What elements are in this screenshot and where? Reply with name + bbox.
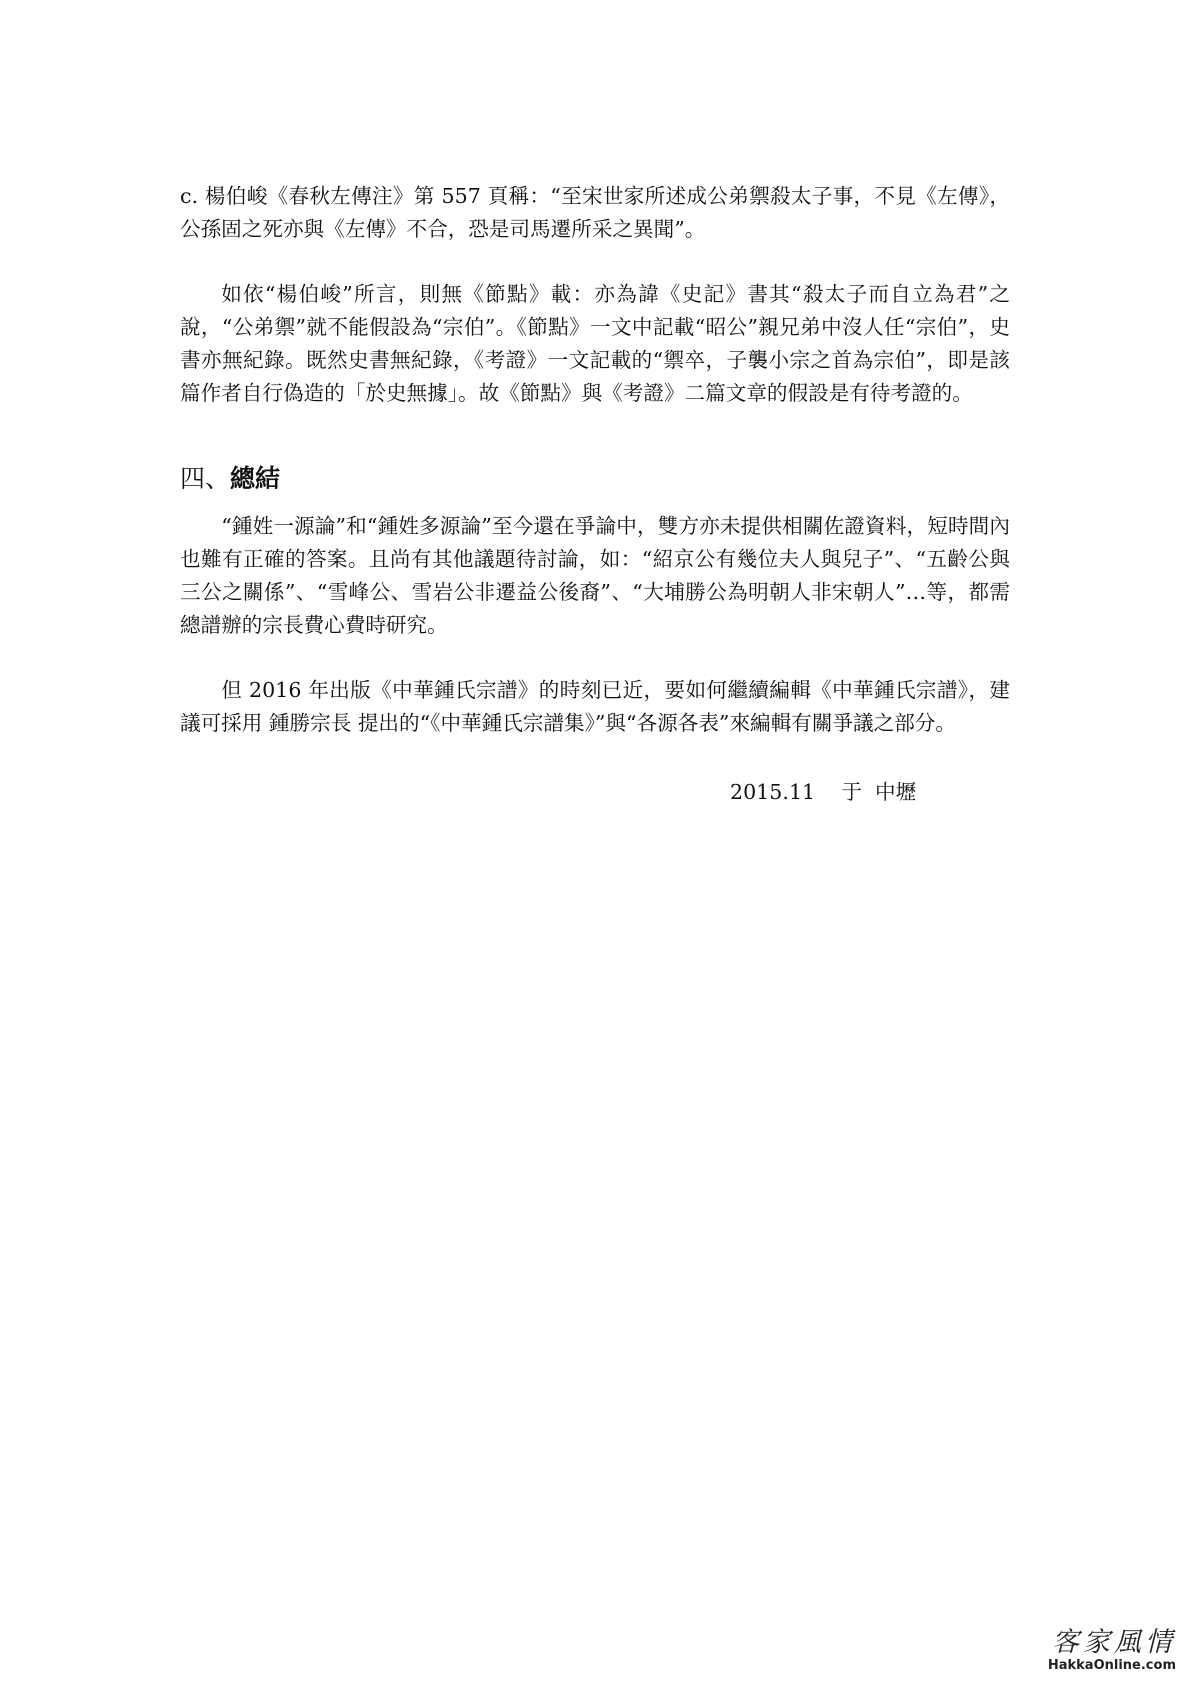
section-number: 四、	[180, 464, 231, 493]
section-title: 總結	[230, 464, 281, 493]
document-page	[180, 180, 1010, 809]
paragraph-proposal: 但 2016 年出版《中華鍾氏宗譜》的時刻已近，要如何繼續編輯《中華鍾氏宗譜》，建議可採用 鍾勝宗長 提出的“《中華鍾氏宗譜集》”與“各源各表”來編輯有關爭議之部分。	[180, 678, 1010, 735]
date-signature: 2015.11 于 中壢	[730, 780, 917, 804]
paragraph-analysis: 如依“楊伯峻”所言，則無《節點》載：亦為諱《史記》書其“殺太子而自立為君”之說，“公弟禦”就不能假設為“宗伯”。《節點》一文中記載“昭公”親兄弟中沒人任“宗伯”，史書亦無紀錄。既然史書無紀錄，《考證》一文記載的“禦卒，子襲小宗之首為宗伯”，即是該篇作者自行偽造的「於史無據」。故《節點》與《考證》二篇文章的假設是有待考證的。	[180, 282, 1010, 405]
watermark-url: HakkaOnline.com	[1047, 1658, 1176, 1673]
watermark-logo: 客家風情	[1052, 1627, 1176, 1658]
paragraph-citation: c. 楊伯峻《春秋左傳注》第 557 頁稱：“至宋世家所述成公弟禦殺太子事，不見《左傳》，公孫固之死亦與《左傳》不合，恐是司馬遷所采之異聞”。	[180, 184, 1010, 241]
paragraph-summary: “鍾姓一源論”和“鍾姓多源論”至今還在爭論中，雙方亦未提供相關佐證資料，短時間內也難有正確的答案。且尚有其他議題待討論，如：“紹京公有幾位夫人與兒子”、“五齡公與三公之關係”、“雪峰公、雪岩公非遷益公後裔”、“大埔勝公為明朝人非宋朝人”…等，都需總譜辦的宗長費心費時研究。	[180, 514, 1010, 637]
section-heading	[180, 462, 1010, 496]
site-watermark	[1048, 1628, 1176, 1674]
